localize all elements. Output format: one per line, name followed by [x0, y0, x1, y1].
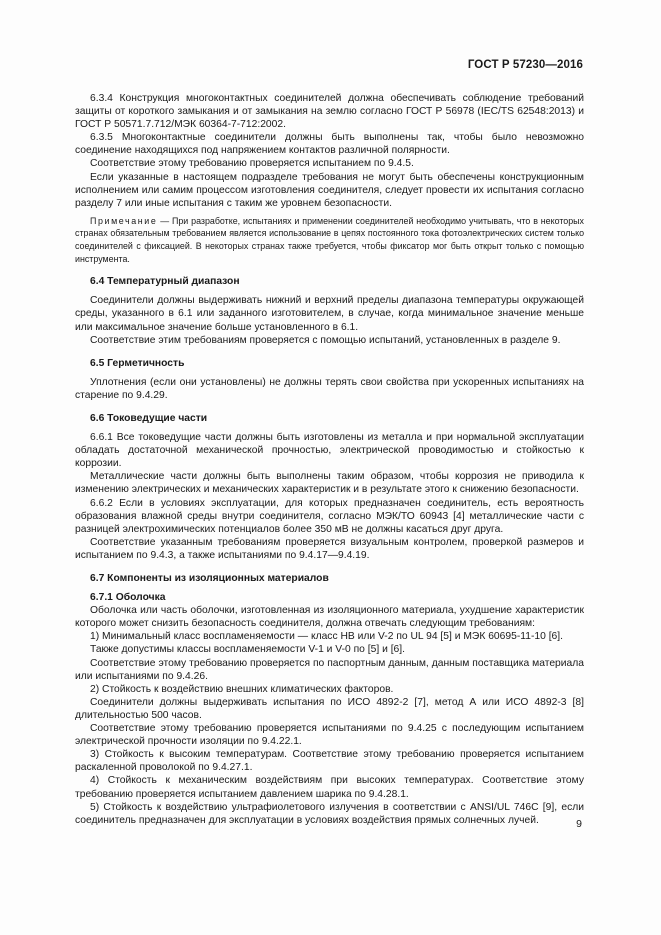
paragraph: 6.3.5 Многоконтактные соединители должны быть выполнены так, чтобы было невозможно соединение находящихся под напряжением контактов различной полярности. — [75, 132, 584, 157]
paragraph: Соответствие этим требованиям проверяется с помощью испытаний, установленных в разделе 9. — [90, 334, 561, 346]
paragraph: Соответствие этому требованию проверяется испытаниями по 9.4.25 с последующим испытанием электрической прочности изоляции по 9.4.22.1. — [75, 723, 584, 748]
section-heading: 6.6 Токоведущие части — [90, 412, 208, 424]
paragraph: 6.3.4 Конструкция многоконтактных соединителей должна обеспечивать соблюдение требований защиты от короткого замыкания и от замыкания на землю согласно ГОСТ Р 56978 (IEC/TS 62548:2013) и ГОСТ Р 50571.7.712/МЭК 60364-7-712:2002. — [75, 93, 584, 131]
list-item: 4) Стойкость к механическим воздействиям при высоких температурах. Соответствие этому требованию проверяется испытанием давлением шарика по 9.4.28.1. — [75, 775, 584, 800]
section-heading: 6.4 Температурный диапазон — [90, 276, 240, 288]
section-heading: 6.5 Герметичность — [90, 357, 185, 369]
paragraph: Оболочка или часть оболочки, изготовленная из изоляционного материала, ухудшение характеристик которого может снизить безопасность соединителя, должна отвечать следующим требованиям: — [75, 605, 584, 630]
note-text: — При разработке, испытаниях и применении соединителей необходимо учитывать, что в некоторых странах обязательным требованием является использование в цепях постоянного тока фотоэлектрических систем только соединителей с фиксацией. В некоторых странах также требуется, чтобы фиксатор мог быть открыт только с помощью инструмента. — [75, 215, 584, 264]
subsection-heading: 6.7.1 Оболочка — [90, 592, 166, 604]
paragraph: Уплотнения (если они установлены) не должны терять свои свойства при ускоренных испытаниях на старение по 9.4.29. — [75, 376, 584, 401]
section-heading: 6.7 Компоненты из изоляционных материалов — [90, 573, 329, 584]
paragraph: Если указанные в настоящем подразделе требования не могут быть обеспечены конструкционным исполнением или самим процессом изготовления соединителя, следует провести их испытания согласно разделу 7 или иные испытания с таким же уровнем безопасности. — [75, 171, 584, 209]
paragraph: Металлические части должны быть выполнены таким образом, чтобы коррозия не приводила к изменению электрических и механических характеристик и в результате этого к снижению безопасности. — [75, 471, 584, 496]
list-item: 2) Стойкость к воздействию внешних климатических факторов. — [90, 683, 394, 695]
list-item: 5) Стойкость к воздействию ультрафиолетового излучения в соответствии с ANSI/UL 746С [9], если соединитель предназначен для эксплуатации в условиях воздействия прямых солнечных лучей. — [75, 801, 584, 826]
paragraph: Соответствие этому требованию проверяется по паспортным данным, данным поставщика материала или испытаниями по 9.4.26. — [75, 657, 584, 682]
note — [75, 215, 584, 265]
list-item: 1) Минимальный класс воспламеняемости — класс НВ или V-2 по UL 94 [5] и МЭК 60695-11-10 [6]. — [90, 631, 563, 643]
paragraph: Соединители должны выдерживать нижний и верхний пределы диапазона температуры окружающей среды, указанного в 6.1 или заданного изготовителем, в случае, когда минимальное значение меньше или максимальное значение больше установленного в 6.1. — [75, 295, 584, 333]
paragraph: Соединители должны выдерживать испытания по ИСО 4892-2 [7], метод А или ИСО 4892-3 [8] длительностью 500 часов. — [75, 696, 584, 721]
paragraph: 6.6.2 Если в условиях эксплуатации, для которых предназначен соединитель, есть вероятность образования влажной среды внутри соединителя, согласно МЭК/ТО 60943 [4] металлические части с разницей электрохимических потенциалов более 350 мВ не должны касаться друг друга. — [75, 497, 584, 535]
paragraph: Также допустимы классы воспламеняемости V-1 и V-0 по [5] и [6]. — [90, 644, 406, 656]
document-body — [75, 92, 584, 827]
document-code-header: ГОСТ Р 57230—2016 — [467, 59, 583, 71]
page-number: 9 — [576, 818, 582, 830]
paragraph: 6.6.1 Все токоведущие части должны быть изготовлены из металла и при нормальной эксплуатации обладать достаточной механической прочностью, электрической проводимостью и стойкостью к коррозии. — [75, 432, 584, 470]
list-item: 3) Стойкость к высоким температурам. Соответствие этому требованию проверяется испытанием раскаленной проволокой по 9.4.27.1. — [75, 749, 584, 774]
paragraph: Соответствие этому требованию проверяется испытанием по 9.4.5. — [90, 158, 414, 170]
paragraph: Соответствие указанным требованиям проверяется визуальным контролем, проверкой размеров и испытанием по 9.4.3, а также испытаниями по 9.4.17—9.4.19. — [75, 536, 584, 561]
note-label: Примечание — [90, 215, 158, 226]
